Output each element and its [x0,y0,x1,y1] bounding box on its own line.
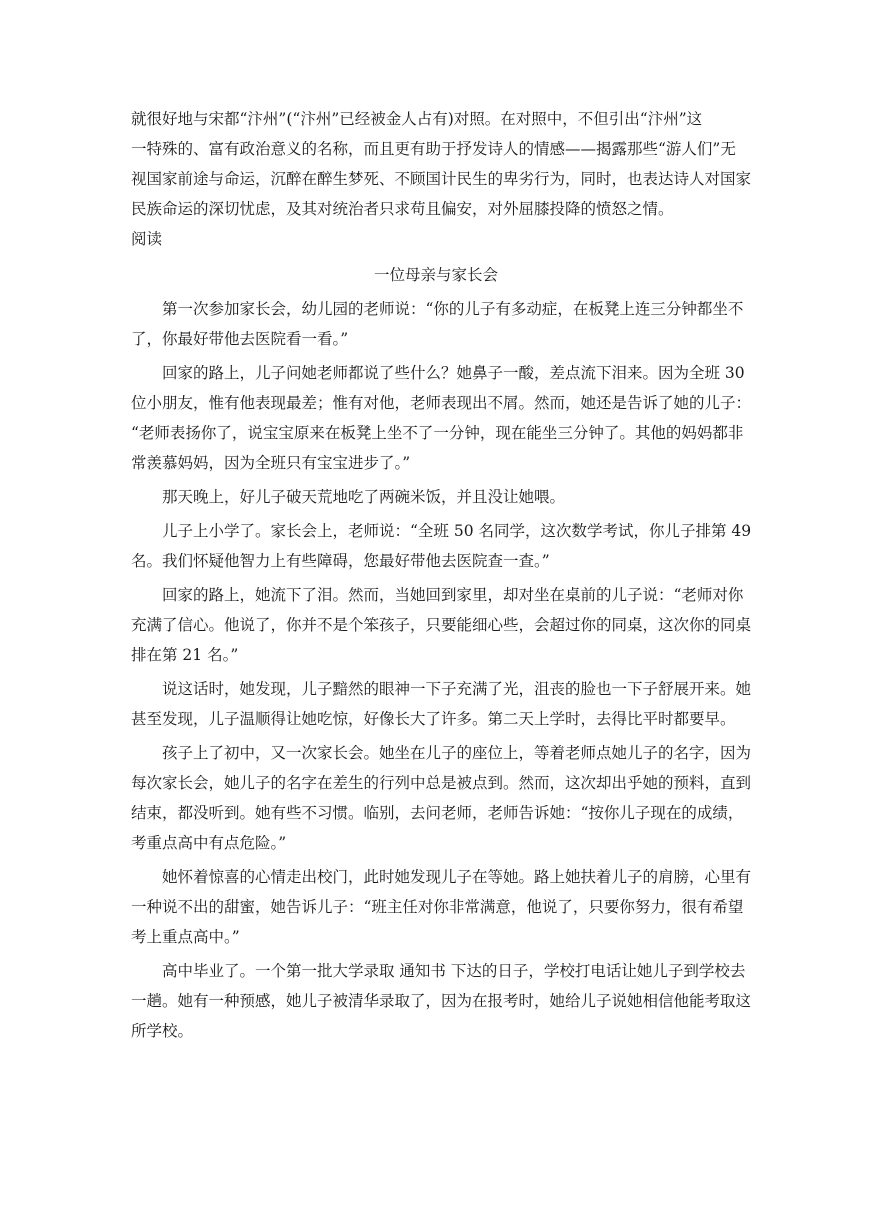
paragraph-1 [131,294,744,354]
paragraph-line: 她怀着惊喜的心情走出校门，此时她发现儿子在等她。路上她扶着儿子的肩膀，心里有 [162,868,752,886]
paragraph-line: 回家的路上，儿子问她老师都说了些什么？她鼻子一酸，差点流下泪来。因为全班 30 [162,364,745,382]
paragraph-6 [131,674,752,734]
paragraph-2 [131,358,752,478]
intro-paragraph [131,104,752,224]
paragraph-3 [131,482,741,512]
paragraph-line: 回家的路上，她流下了泪。然而，当她回到家里，却对坐在桌前的儿子说：“老师对你 [162,586,744,604]
paragraph-5 [131,580,752,670]
paragraph-line: 高中毕业了。一个第一批大学录取 通知书 下达的日子，学校打电话让她儿子到学校去 [162,962,746,980]
intro-line: 就很好地与宋都“汴州”(“汴州”已经被金人占有)对照。在对照中，不但引出“汴州”这 [131,110,703,128]
paragraph-8 [131,862,752,952]
paragraph-line: “老师表扬你了，说宝宝原来在板凳上坐不了一分钟，现在能坐三分钟了。其他的妈妈都非 [131,424,744,442]
paragraph-9 [131,956,752,1046]
paragraph-7 [131,738,752,858]
paragraph-line: 充满了信心。他说了，你并不是个笨孩子，只要能细心些，会超过你的同桌，这次你的同桌 [131,616,752,634]
paragraph-4 [131,516,752,576]
paragraph-line: 考重点高中有点危险。” [131,834,287,852]
paragraph-line: 孩子上了初中，又一次家长会。她坐在儿子的座位上，等着老师点她儿子的名字，因为 [162,744,752,762]
article-title: 一位母亲与家长会 [373,266,498,284]
paragraph-line: 名。我们怀疑他智力上有些障碍，您最好带他去医院查一查。” [131,552,550,570]
paragraph-line: 每次家长会，她儿子的名字在差生的行列中总是被点到。然而，这次却出乎她的预料，直到 [131,774,752,792]
paragraph-line: 甚至发现，儿子温顺得让她吃惊，好像长大了许多。第二天上学时，去得比平时都要早。 [131,710,736,728]
section-label: 阅读 [131,230,163,248]
paragraph-line: 了，你最好带他去医院看一看。” [131,330,349,348]
paragraph-line: 结束，都没听到。她有些不习惯。临别，去问老师，老师告诉她：“按你儿子现在的成绩， [131,804,744,822]
paragraph-line: 排在第 21 名。” [131,646,239,664]
paragraph-line: 一趟。她有一种预感，她儿子被清华录取了，因为在报考时，她给儿子说她相信他能考取这 [131,992,752,1010]
paragraph-line: 儿子上小学了。家长会上，老师说：“全班 50 名同学，这次数学考试，你儿子排第 49 [162,522,752,540]
paragraph-line: 位小朋友，惟有他表现最差；惟有对他，老师表现出不屑。然而，她还是告诉了她的儿子： [131,394,752,412]
paragraph-line: 一种说不出的甜蜜，她告诉儿子：“班主任对你非常满意，他说了，只要你努力，很有希望 [131,898,744,916]
paragraph-line: 所学校。 [131,1022,194,1040]
paragraph-line: 第一次参加家长会，幼儿园的老师说：“你的儿子有多动症，在板凳上连三分钟都坐不 [162,300,744,318]
paragraph-line: 常羡慕妈妈，因为全班只有宝宝进步了。” [131,454,411,472]
paragraph-line: 说这话时，她发现，儿子黯然的眼神一下子充满了光，沮丧的脸也一下子舒展开来。她 [162,680,752,698]
intro-line: 一特殊的、富有政治意义的名称，而且更有助于抒发诗人的情感——揭露那些“游人们”无 [131,140,736,158]
document-page [131,104,752,1046]
paragraph-line: 那天晚上，好儿子破天荒地吃了两碗米饭，并且没让她喂。 [162,488,566,506]
intro-line: 视国家前途与命运，沉醉在醉生梦死、不顾国计民生的卑劣行为，同时，也表达诗人对国家 [131,170,752,188]
paragraph-line: 考上重点高中。” [131,928,240,946]
intro-line: 民族命运的深切忧虑，及其对统治者只求苟且偏安，对外屈膝投降的愤怒之情。 [131,200,674,218]
